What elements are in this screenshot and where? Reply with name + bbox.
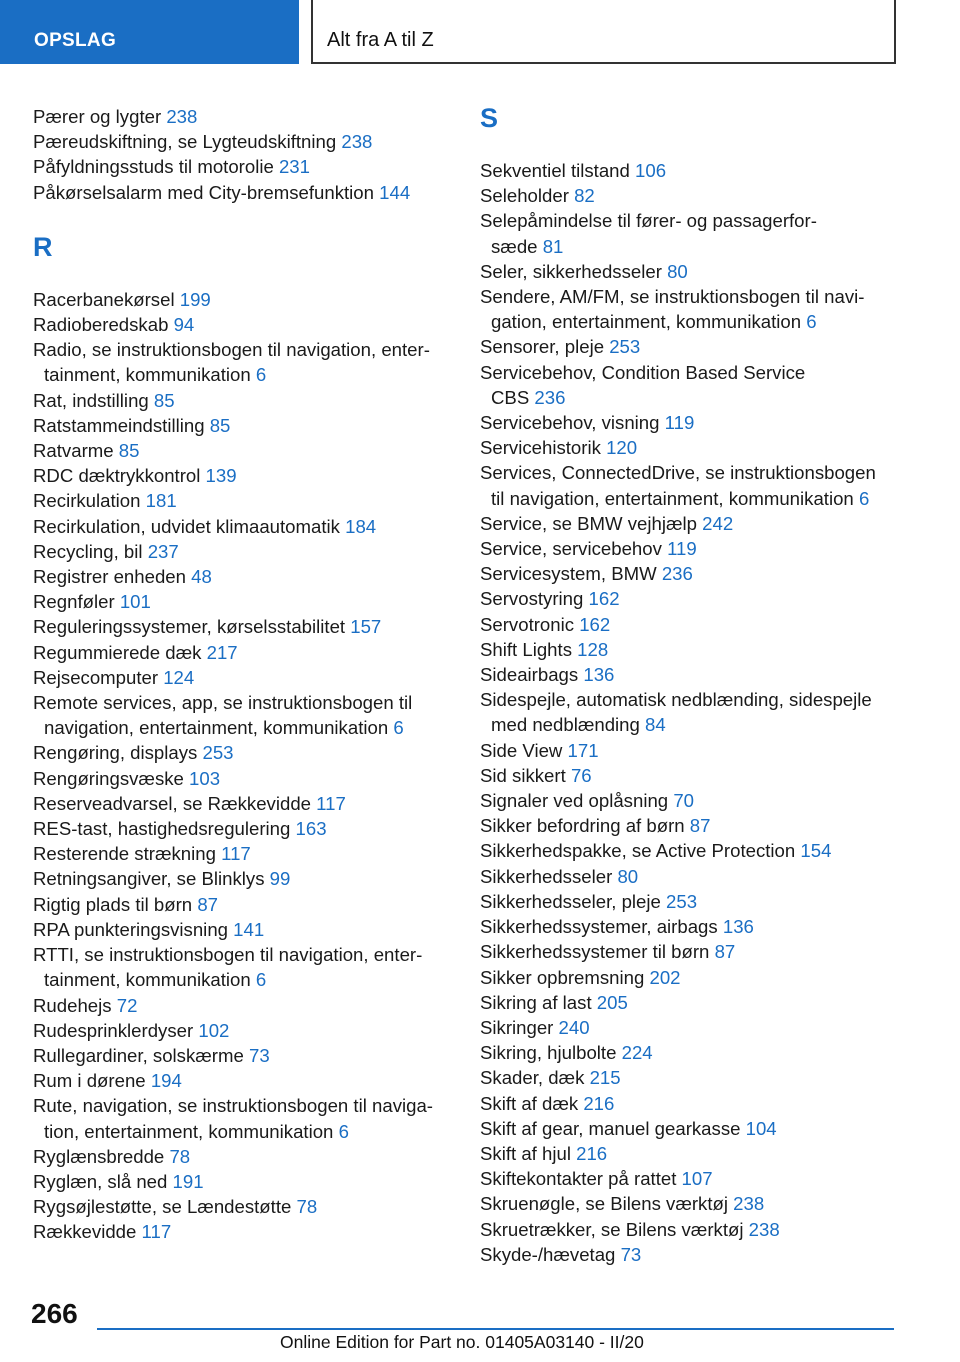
page-link[interactable]: 141: [233, 918, 265, 940]
index-entry: [480, 536, 900, 561]
index-group-s: [480, 158, 900, 1267]
page-link[interactable]: 6: [806, 311, 817, 333]
index-column-left: [33, 104, 453, 1245]
index-term: RDC dæktrykkontrol: [33, 465, 206, 487]
index-term: Skift af gear, manuel gearkasse: [480, 1117, 746, 1139]
index-entry: [33, 816, 453, 841]
index-entry: [480, 687, 900, 737]
index-entry: [33, 665, 453, 690]
index-term: Regummierede dæk: [33, 641, 207, 663]
index-term: Sikkerhedssystemer, airbags: [480, 916, 723, 938]
index-term: Sidespejle, automatisk nedblænding, sidespejle med nedblænding: [480, 689, 872, 736]
page-link[interactable]: 154: [800, 840, 832, 862]
index-entry: [33, 942, 453, 992]
index-term: Ryglæn, slå ned: [33, 1170, 173, 1192]
page-link[interactable]: 162: [588, 588, 620, 610]
index-entry: [480, 561, 900, 586]
index-entry: [33, 866, 453, 891]
page-link[interactable]: 162: [579, 613, 611, 635]
index-entry: [33, 640, 453, 665]
page-link[interactable]: 99: [269, 868, 291, 890]
page-link[interactable]: 215: [589, 1067, 621, 1089]
index-entry: [480, 334, 900, 359]
index-entry: [33, 312, 453, 337]
index-term: Sikkerhedssystemer til børn: [480, 941, 715, 963]
page-link[interactable]: 224: [621, 1042, 653, 1064]
index-entry: [480, 460, 900, 510]
index-term: Ryglænsbredde: [33, 1145, 170, 1167]
page-link[interactable]: 253: [202, 742, 234, 764]
page-header: [0, 0, 960, 66]
index-entry: [33, 1144, 453, 1169]
index-term: Service, servicebehov: [480, 538, 668, 560]
index-term: Sikring, hjulbolte: [480, 1042, 622, 1064]
index-term: RES-tast, hastighedsregulering: [33, 818, 296, 840]
index-entry: [33, 1169, 453, 1194]
index-term: Skift af hjul: [480, 1142, 577, 1164]
index-entry: [480, 813, 900, 838]
index-entry: [480, 939, 900, 964]
index-entry: [33, 539, 453, 564]
index-term: Rygsøjlestøtte, se Lændestøtte: [33, 1196, 297, 1218]
page-link[interactable]: 80: [617, 865, 639, 887]
page-link[interactable]: 117: [316, 792, 346, 814]
page-link[interactable]: 181: [145, 490, 177, 512]
page-link[interactable]: 6: [338, 1120, 349, 1142]
page-link[interactable]: 194: [150, 1070, 182, 1092]
index-term: Servotronic: [480, 613, 580, 635]
index-entry: [33, 129, 453, 154]
index-term: Sikkerhedsseler, pleje: [480, 890, 667, 912]
index-entry: [33, 388, 453, 413]
index-term: Skift af dæk: [480, 1092, 584, 1114]
page-link[interactable]: 139: [205, 465, 237, 487]
index-term: Recycling, bil: [33, 540, 148, 562]
index-entry: [480, 662, 900, 687]
page-link[interactable]: 238: [166, 106, 198, 127]
page-link[interactable]: 236: [534, 386, 566, 408]
page-link[interactable]: 216: [583, 1092, 615, 1114]
index-term: Sikringer: [480, 1016, 559, 1038]
index-entry: [33, 841, 453, 866]
index-term: Rat, indstilling: [33, 389, 154, 411]
index-term: Sikring af last: [480, 991, 597, 1013]
page-link[interactable]: 237: [147, 540, 179, 562]
page-link[interactable]: 216: [576, 1142, 608, 1164]
page-link[interactable]: 117: [141, 1221, 172, 1243]
page-link[interactable]: 157: [350, 616, 382, 638]
page-link[interactable]: 81: [542, 235, 564, 257]
index-entry: [33, 993, 453, 1018]
index-entry: [480, 284, 900, 334]
page-link[interactable]: 85: [153, 389, 175, 411]
index-group-p-continued: [33, 104, 453, 205]
index-term: Sid sikkert: [480, 764, 571, 786]
index-entry: [33, 463, 453, 488]
index-entry: [480, 965, 900, 990]
index-term: Rudesprinklerdyser: [33, 1019, 199, 1041]
index-entry: [480, 158, 900, 183]
index-letter-heading: S: [480, 103, 499, 133]
index-term: Registrer enheden: [33, 566, 192, 588]
index-entry: [480, 208, 900, 258]
index-entry: [33, 740, 453, 765]
page-link[interactable]: 199: [179, 288, 211, 310]
index-letter-heading: R: [33, 231, 53, 262]
page-link[interactable]: 184: [345, 515, 377, 537]
index-term: Sensorer, pleje: [480, 336, 610, 358]
index-entry: [33, 1194, 453, 1219]
footer-divider: [97, 1328, 894, 1330]
index-term: Servicebehov, Condition Based Service CBS: [480, 361, 806, 408]
page-link[interactable]: 240: [558, 1016, 590, 1038]
page-link[interactable]: 117: [221, 843, 251, 865]
index-entry: [33, 1093, 453, 1143]
index-group-r: [33, 287, 453, 1245]
index-entry: [480, 864, 900, 889]
index-term: Rengøringsvæske: [33, 767, 190, 789]
index-term: Service, se BMW vejhjælp: [480, 512, 703, 534]
page-link[interactable]: 238: [733, 1193, 765, 1215]
index-entry: [480, 889, 900, 914]
page-link[interactable]: 85: [209, 414, 231, 436]
page-link[interactable]: 253: [609, 336, 641, 358]
page-link[interactable]: 70: [673, 790, 694, 812]
index-entry: [33, 892, 453, 917]
page-link[interactable]: 163: [295, 818, 327, 840]
index-term: Servicebehov, visning: [480, 412, 665, 434]
index-term: Radio, se instruktionsbogen til navigation, enter- tainment, kommunikation: [33, 339, 430, 386]
page-link[interactable]: 94: [173, 314, 195, 336]
index-term: Reserveadvarsel, se Rækkevidde: [33, 792, 317, 814]
index-entry: [480, 1141, 900, 1166]
page-link[interactable]: 87: [689, 815, 711, 837]
footer-edition-text: Online Edition for Part no. 01405A03140 - II/20: [280, 1332, 644, 1352]
index-entry: [33, 104, 453, 129]
index-term: Skruetrækker, se Bilens værktøj: [480, 1218, 749, 1240]
index-entry: [480, 1091, 900, 1116]
index-term: RTTI, se instruktionsbogen til navigation, enter- tainment, kommunikation: [33, 944, 423, 991]
index-term: Reguleringssystemer, kørselsstabilitet: [33, 616, 351, 638]
index-entry: [480, 738, 900, 763]
page-link[interactable]: 238: [341, 131, 373, 153]
index-term: Sikkerhedspakke, se Active Protection: [480, 840, 801, 862]
index-term: Recirkulation, udvidet klimaautomatik: [33, 515, 346, 537]
section-tab[interactable]: OPSLAG: [0, 0, 299, 64]
index-entry: [33, 413, 453, 438]
index-term: Seleholder: [480, 185, 575, 207]
index-term: Skiftekontakter på rattet: [480, 1168, 682, 1190]
page-link[interactable]: 191: [172, 1170, 204, 1192]
page-link[interactable]: 6: [255, 364, 267, 386]
page-link[interactable]: 48: [191, 566, 212, 588]
index-entry: [480, 183, 900, 208]
index-entry: [33, 1068, 453, 1093]
index-entry: [33, 287, 453, 312]
page-link[interactable]: 80: [667, 260, 688, 282]
page-link[interactable]: 6: [255, 969, 267, 991]
page-link[interactable]: 119: [664, 412, 695, 434]
page-link[interactable]: 82: [574, 185, 595, 207]
index-term: Seler, sikkerhedsseler: [480, 260, 668, 282]
index-term: Recirkulation: [33, 490, 146, 512]
index-entry: [480, 511, 900, 536]
index-term: Sikker opbremsning: [480, 966, 650, 988]
page-link[interactable]: 231: [278, 156, 310, 178]
index-term: Rigtig plads til børn: [33, 893, 198, 915]
index-term: Servicehistorik: [480, 437, 607, 459]
page-link[interactable]: 101: [119, 591, 151, 613]
page-link[interactable]: 73: [248, 1044, 270, 1066]
page-link[interactable]: 136: [583, 664, 615, 686]
page-link[interactable]: 73: [620, 1243, 642, 1265]
index-entry: [33, 488, 453, 513]
page-link[interactable]: 78: [296, 1196, 318, 1218]
index-entry: [33, 917, 453, 942]
index-entry: [480, 1065, 900, 1090]
index-entry: [33, 514, 453, 539]
index-term: Pæreudskiftning, se Lygteudskiftning: [33, 131, 342, 153]
index-entry: [33, 589, 453, 614]
index-term: Skader, dæk: [480, 1067, 590, 1089]
index-term: RPA punkteringsvisning: [33, 918, 234, 940]
index-term: Sendere, AM/FM, se instruktionsbogen til navi- gation, entertainment, kommunikation: [480, 286, 865, 333]
page-link[interactable]: 87: [197, 893, 218, 915]
index-entry: [33, 1043, 453, 1068]
index-term: Side View: [480, 739, 568, 761]
page-link[interactable]: 6: [858, 487, 870, 509]
page-link[interactable]: 242: [702, 512, 734, 534]
index-term: Ratstammeindstilling: [33, 414, 210, 436]
chapter-title: Alt fra A til Z: [311, 0, 896, 64]
page-link[interactable]: 106: [635, 160, 667, 181]
page-link[interactable]: 238: [748, 1218, 780, 1240]
index-term: Selepåmindelse til fører- og passagerfor- sæde: [480, 210, 817, 257]
page-link[interactable]: 78: [169, 1145, 191, 1167]
page-link[interactable]: 102: [198, 1019, 230, 1041]
index-entry: [480, 435, 900, 460]
index-entry: [480, 1217, 900, 1242]
page-link[interactable]: 103: [189, 767, 221, 789]
index-entry: [480, 1116, 900, 1141]
index-entry: [480, 914, 900, 939]
page-link[interactable]: 107: [681, 1168, 713, 1190]
index-entry: [33, 766, 453, 791]
index-term: Regnføler: [33, 591, 120, 613]
index-entry: [480, 990, 900, 1015]
index-term: Retningsangiver, se Blinklys: [33, 868, 270, 890]
index-entry: [480, 360, 900, 410]
index-term: Rum i dørene: [33, 1070, 151, 1092]
page-number: 266: [31, 1298, 78, 1329]
index-term: Skyde-/hævetag: [480, 1243, 621, 1265]
index-term: Ratvarme: [33, 440, 119, 462]
index-entry: [33, 1018, 453, 1043]
page-link[interactable]: 136: [722, 916, 754, 938]
index-entry: [480, 612, 900, 637]
index-entry: [480, 1040, 900, 1065]
index-term: Sikker befordring af børn: [480, 815, 690, 837]
index-entry: [480, 838, 900, 863]
index-term: Pærer og lygter: [33, 106, 167, 127]
index-entry: [480, 1242, 900, 1267]
index-term: Skruenøgle, se Bilens værktøj: [480, 1193, 734, 1215]
index-entry: [33, 1219, 453, 1244]
page-link[interactable]: 202: [649, 966, 681, 988]
index-term: Sikkerhedsseler: [480, 865, 618, 887]
page-link[interactable]: 119: [667, 538, 697, 560]
index-term: Sideairbags: [480, 664, 584, 686]
index-term: Radioberedskab: [33, 314, 174, 336]
index-entry: [33, 180, 453, 205]
page-link[interactable]: 144: [379, 181, 411, 203]
page-link[interactable]: 236: [661, 563, 693, 585]
index-entry: [33, 791, 453, 816]
index-term: Rullegardiner, solskærme: [33, 1044, 249, 1066]
index-entry: [33, 154, 453, 179]
index-term: Rudehejs: [33, 994, 117, 1016]
page-link[interactable]: 171: [567, 739, 599, 761]
index-term: Rengøring, displays: [33, 742, 203, 764]
page-link[interactable]: 124: [163, 666, 195, 688]
index-entry: [33, 614, 453, 639]
index-term: Sekventiel tilstand: [480, 160, 636, 181]
index-term: Racerbanekørsel: [33, 288, 180, 310]
index-term: Påfyldningsstuds til motorolie: [33, 156, 279, 178]
index-term: Rejsecomputer: [33, 666, 164, 688]
page-link[interactable]: 253: [666, 890, 698, 912]
page-link[interactable]: 217: [206, 641, 238, 663]
index-entry: [480, 1015, 900, 1040]
index-entry: [33, 438, 453, 463]
index-entry: [480, 1166, 900, 1191]
index-term: Services, ConnectedDrive, se instruktionsbogen til navigation, entertainment, kommunikation: [480, 462, 876, 509]
index-entry: [480, 259, 900, 284]
page-link[interactable]: 85: [118, 440, 140, 462]
index-entry: [480, 1191, 900, 1216]
index-term: Signaler ved oplåsning: [480, 790, 674, 812]
index-entry: [480, 586, 900, 611]
index-entry: [480, 763, 900, 788]
index-term: Påkørselsalarm med City-bremsefunktion: [33, 181, 380, 203]
index-term: Servostyring: [480, 588, 589, 610]
page-link[interactable]: 128: [577, 638, 609, 660]
page-link[interactable]: 76: [570, 764, 592, 786]
page-link[interactable]: 205: [596, 991, 628, 1013]
index-entry: [480, 410, 900, 435]
index-term: Rute, navigation, se instruktionsbogen til naviga- tion, entertainment, kommunikation: [33, 1095, 434, 1142]
page-link[interactable]: 6: [393, 717, 404, 739]
index-entry: [33, 690, 453, 740]
index-entry: [33, 564, 453, 589]
page-link[interactable]: 72: [116, 994, 138, 1016]
page-link[interactable]: 104: [745, 1117, 777, 1139]
index-term: Resterende strækning: [33, 843, 222, 865]
index-term: Shift Lights: [480, 638, 578, 660]
index-term: Remote services, app, se instruktionsbogen til navigation, entertainment, kommunikation: [33, 692, 413, 739]
page-link[interactable]: 87: [714, 941, 736, 963]
index-entry: [480, 788, 900, 813]
page-link[interactable]: 120: [606, 437, 638, 459]
page-link[interactable]: 84: [645, 714, 666, 736]
index-term: Servicesystem, BMW: [480, 563, 662, 585]
index-column-right: [480, 104, 900, 1267]
index-term: Rækkevidde: [33, 1221, 142, 1243]
index-entry: [33, 337, 453, 387]
index-entry: [480, 637, 900, 662]
